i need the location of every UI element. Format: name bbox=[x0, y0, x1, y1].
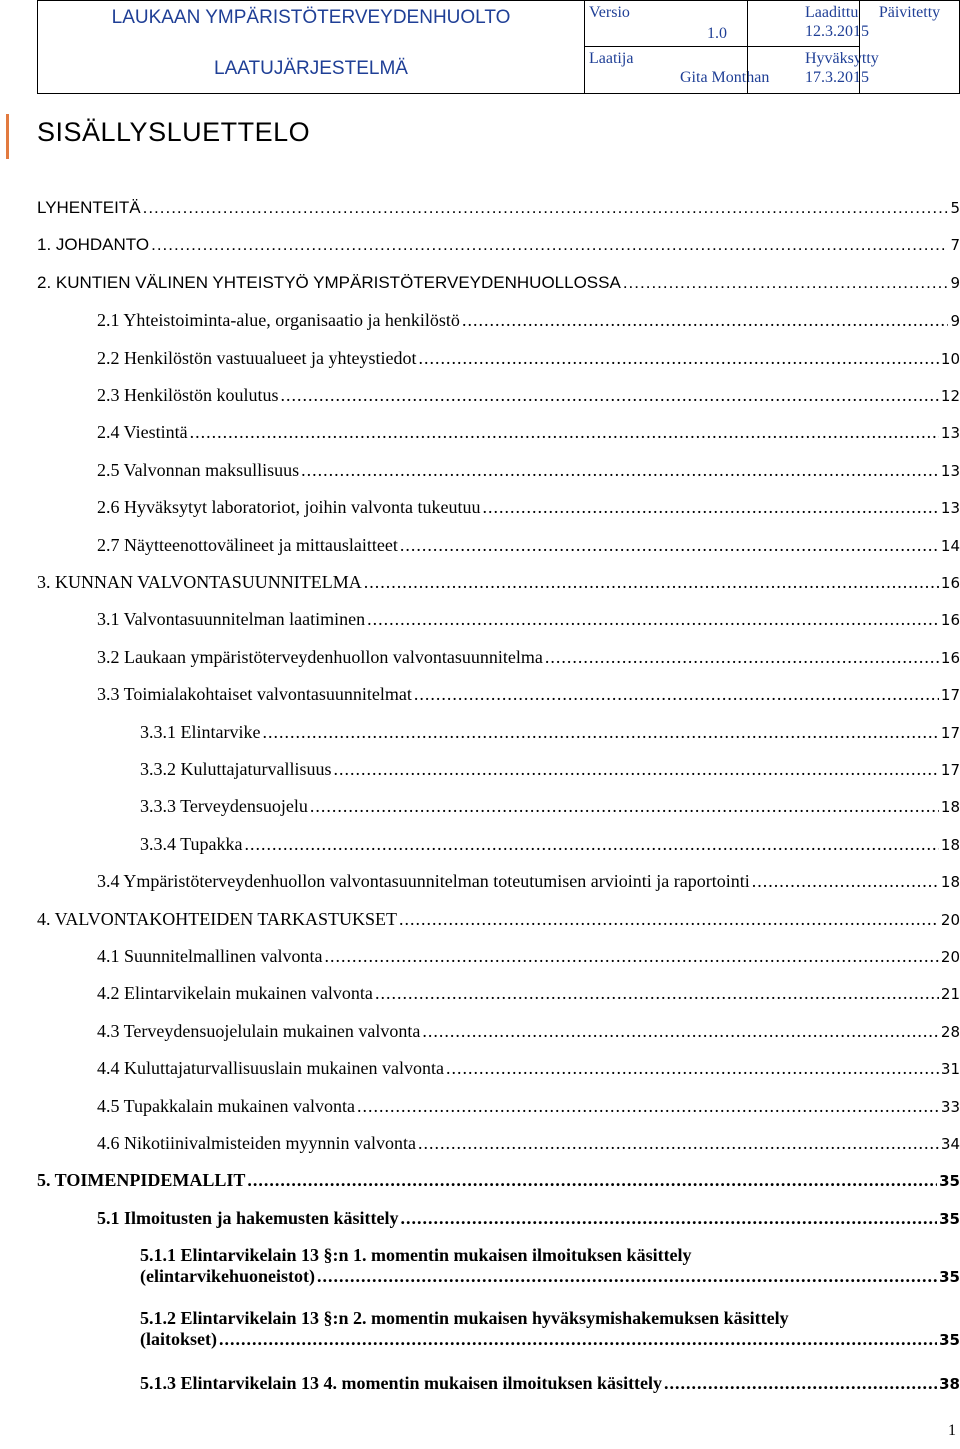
toc-entry-text: 3.4 Ympäristöterveydenhuollon valvontasuunnitelman toteutumisen arviointi ja raportointi bbox=[97, 871, 750, 891]
toc-leader-dots bbox=[310, 796, 939, 817]
toc-entry[interactable] bbox=[37, 1245, 960, 1301]
toc-entry[interactable] bbox=[37, 796, 960, 826]
toc-leader-dots bbox=[482, 497, 938, 518]
toc-entry-text: 2. KUNTIEN VÄLINEN YHTEISTYÖ YMPÄRISTÖTERVEYDENHUOLLOSSA bbox=[37, 273, 621, 292]
version-label: Versio bbox=[589, 4, 630, 21]
toc-leader-dots bbox=[462, 310, 949, 331]
toc-entry[interactable] bbox=[37, 1373, 960, 1403]
toc-entry-text: 1. JOHDANTO bbox=[37, 235, 150, 254]
toc-entry[interactable] bbox=[37, 983, 960, 1013]
author-label: Laatija bbox=[589, 50, 634, 67]
toc-leader-dots bbox=[333, 759, 938, 780]
approved-value: 17.3.2015 bbox=[805, 69, 869, 86]
toc-entry-text: 3.3.2 Kuluttajaturvallisuus bbox=[140, 759, 332, 779]
toc-entry-page: 34 bbox=[940, 1135, 960, 1153]
toc-leader-dots bbox=[262, 722, 938, 743]
toc-entry[interactable] bbox=[37, 1133, 960, 1163]
toc-entry-page: 18 bbox=[940, 873, 960, 891]
toc-entry-text: 5.1.3 Elintarvikelain 13 4. momentin mukaisen ilmoituksen käsittely bbox=[140, 1373, 663, 1393]
toc-leader-dots bbox=[143, 198, 949, 218]
toc-entry-page: 16 bbox=[940, 649, 960, 667]
toc-leader-dots bbox=[324, 946, 938, 967]
toc-leader-dots bbox=[399, 909, 939, 930]
toc-entry-page: 18 bbox=[940, 836, 960, 854]
toc-leader-dots bbox=[247, 1170, 937, 1191]
toc-entry[interactable] bbox=[37, 235, 960, 265]
version-value: 1.0 bbox=[707, 25, 727, 42]
header-updated-cell bbox=[859, 0, 960, 94]
toc-entry-text: 3.1 Valvontasuunnitelman laatiminen bbox=[97, 609, 366, 629]
toc-entry-text: 4.5 Tupakkalain mukainen valvonta bbox=[97, 1096, 355, 1116]
toc-entry-page: 13 bbox=[940, 462, 960, 480]
toc-entry-page: 21 bbox=[940, 985, 960, 1003]
toc-entry-page: 33 bbox=[940, 1098, 960, 1116]
toc-entry-text: 3.2 Laukaan ympäristöterveydenhuollon valvontasuunnitelma bbox=[97, 647, 543, 667]
toc-leader-dots bbox=[752, 871, 939, 892]
organization-name: LAUKAAN YMPÄRISTÖTERVEYDENHUOLTO bbox=[111, 7, 511, 28]
toc-entry-text: 2.5 Valvonnan maksullisuus bbox=[97, 460, 300, 480]
toc-leader-dots bbox=[401, 1208, 938, 1229]
toc-entry-text: 4.6 Nikotiinivalmisteiden myynnin valvonta bbox=[97, 1133, 416, 1153]
toc-entry[interactable] bbox=[37, 1208, 960, 1238]
toc-entry[interactable] bbox=[37, 759, 960, 789]
toc-entry-text: 3.3 Toimialakohtaiset valvontasuunnitelmat bbox=[97, 684, 412, 704]
toc-entry[interactable] bbox=[37, 609, 960, 639]
header-author-cell bbox=[584, 46, 770, 94]
toc-leader-dots bbox=[446, 1058, 939, 1079]
toc-entry[interactable] bbox=[37, 647, 960, 677]
toc-entry-text: 2.7 Näytteenottovälineet ja mittauslaitteet bbox=[97, 535, 398, 555]
toc-entry[interactable] bbox=[37, 946, 960, 976]
toc-entry-text: 5.1.1 Elintarvikelain 13 §:n 1. momentin mukaisen ilmoituksen käsittely bbox=[140, 1245, 692, 1265]
title-accent-bar bbox=[6, 114, 9, 159]
toc-entry-text: 2.6 Hyväksytyt laboratoriot, joihin valvonta tukeutuu bbox=[97, 497, 481, 517]
toc-entry-text: 2.2 Henkilöstön vastuualueet ja yhteystiedot bbox=[97, 348, 417, 368]
toc-entry-text: 2.1 Yhteistoiminta-alue, organisaatio ja henkilöstö bbox=[97, 310, 460, 330]
toc-entry-text: 4.2 Elintarvikelain mukainen valvonta bbox=[97, 983, 373, 1003]
toc-entry-page: 20 bbox=[940, 948, 960, 966]
updated-label: Päivitetty bbox=[878, 4, 941, 21]
toc-leader-dots bbox=[317, 1266, 937, 1287]
toc-leader-dots bbox=[357, 1096, 939, 1117]
toc-entry[interactable] bbox=[37, 1096, 960, 1126]
toc-leader-dots bbox=[367, 609, 939, 630]
toc-entry-page: 20 bbox=[940, 911, 960, 929]
toc-entry[interactable] bbox=[37, 1058, 960, 1088]
toc-leader-dots bbox=[623, 273, 949, 293]
toc-entry-text: 2.3 Henkilöstön koulutus bbox=[97, 385, 279, 405]
toc-entry-page: 18 bbox=[940, 798, 960, 816]
toc-entry-text: 3.3.3 Terveydensuojelu bbox=[140, 796, 308, 816]
toc-entry[interactable] bbox=[37, 1021, 960, 1051]
toc-leader-dots bbox=[422, 1021, 939, 1042]
toc-entry-page: 13 bbox=[940, 499, 960, 517]
toc-entry-text: 4.3 Terveydensuojelulain mukainen valvonta bbox=[97, 1021, 421, 1041]
toc-entry-text: 5. TOIMENPIDEMALLIT bbox=[37, 1170, 246, 1190]
toc-entry[interactable] bbox=[37, 1170, 960, 1200]
toc-entry-page: 10 bbox=[940, 350, 960, 368]
toc-entry[interactable] bbox=[37, 273, 960, 303]
toc-leader-dots bbox=[400, 535, 939, 556]
toc-leader-dots bbox=[245, 834, 939, 855]
toc-leader-dots bbox=[545, 647, 939, 668]
toc-leader-dots bbox=[375, 983, 939, 1004]
toc-entry-page: 28 bbox=[940, 1023, 960, 1041]
toc-entry-text: 3.3.4 Tupakka bbox=[140, 834, 243, 854]
toc-entry[interactable] bbox=[37, 722, 960, 752]
toc-entry-page: 7 bbox=[950, 236, 960, 254]
toc-entry-page: 35 bbox=[939, 1268, 960, 1286]
toc-entry-text: 5.1.2 Elintarvikelain 13 §:n 2. momentin mukaisen hyväksymishakemuksen käsittely bbox=[140, 1308, 789, 1328]
toc-entry-text: 4. VALVONTAKOHTEIDEN TARKASTUKSET bbox=[37, 909, 397, 929]
toc-entry-text: 3.3.1 Elintarvike bbox=[140, 722, 261, 742]
toc-leader-dots bbox=[151, 235, 948, 255]
toc-entry[interactable] bbox=[37, 834, 960, 864]
toc-entry-page: 35 bbox=[939, 1331, 960, 1349]
created-label: Laadittu bbox=[805, 4, 859, 21]
toc-entry[interactable] bbox=[37, 422, 960, 452]
toc-entry[interactable] bbox=[37, 198, 960, 228]
toc-entry[interactable] bbox=[37, 348, 960, 378]
toc-entry-page: 17 bbox=[940, 686, 960, 704]
toc-leader-dots bbox=[418, 348, 938, 369]
toc-entry-page: 9 bbox=[950, 312, 960, 330]
toc-entry-page: 38 bbox=[939, 1375, 960, 1393]
toc-entry-text-continued: (elintarvikehuoneistot) bbox=[140, 1266, 315, 1286]
toc-entry-text: LYHENTEITÄ bbox=[37, 198, 141, 217]
author-value: Gita Monthan bbox=[680, 69, 770, 86]
toc-entry[interactable] bbox=[37, 1308, 960, 1364]
document-header bbox=[37, 0, 960, 94]
toc-entry-page: 35 bbox=[939, 1172, 960, 1190]
header-approved-cell bbox=[747, 46, 879, 94]
page-number: 1 bbox=[948, 1422, 956, 1439]
toc-entry[interactable] bbox=[37, 385, 960, 415]
header-created-cell bbox=[747, 0, 869, 47]
header-version-cell bbox=[584, 0, 748, 47]
toc-entry-page: 35 bbox=[939, 1210, 960, 1228]
toc-leader-dots bbox=[301, 460, 939, 481]
toc-entry-text: 4.4 Kuluttajaturvallisuuslain mukainen valvonta bbox=[97, 1058, 444, 1078]
toc-entry[interactable] bbox=[37, 572, 960, 602]
toc-leader-dots bbox=[664, 1373, 937, 1394]
toc-entry-page: 16 bbox=[940, 611, 960, 629]
toc-entry-page: 12 bbox=[940, 387, 960, 405]
toc-entry-text: 5.1 Ilmoitusten ja hakemusten käsittely bbox=[97, 1208, 399, 1228]
toc-entry-text: 4.1 Suunnitelmallinen valvonta bbox=[97, 946, 323, 966]
toc-entry-page: 9 bbox=[950, 274, 960, 292]
toc-entry-page: 16 bbox=[940, 574, 960, 592]
toc-leader-dots bbox=[190, 422, 939, 443]
toc-leader-dots bbox=[418, 1133, 939, 1154]
toc-leader-dots bbox=[281, 385, 939, 406]
toc-entry-page: 31 bbox=[940, 1060, 960, 1078]
page-title: SISÄLLYSLUETTELO bbox=[37, 117, 311, 147]
toc-entry-text: 3. KUNNAN VALVONTASUUNNITELMA bbox=[37, 572, 362, 592]
toc-leader-dots bbox=[414, 684, 939, 705]
toc-entry-page: 5 bbox=[950, 199, 960, 217]
toc-entry[interactable] bbox=[37, 871, 960, 901]
created-value: 12.3.2015 bbox=[805, 23, 869, 40]
approved-label: Hyväksytty bbox=[805, 50, 879, 67]
header-organization-cell bbox=[37, 0, 585, 94]
toc-entry[interactable] bbox=[37, 684, 960, 714]
toc-entry-text: 2.4 Viestintä bbox=[97, 422, 188, 442]
toc-entry-text-continued: (laitokset) bbox=[140, 1329, 217, 1349]
toc-entry[interactable] bbox=[37, 310, 960, 340]
toc-entry[interactable] bbox=[37, 497, 960, 527]
toc-entry[interactable] bbox=[37, 909, 960, 939]
toc-leader-dots bbox=[219, 1329, 937, 1350]
toc-entry-page: 17 bbox=[940, 761, 960, 779]
system-name: LAATUJÄRJESTELMÄ bbox=[214, 58, 408, 79]
toc-entry[interactable] bbox=[37, 460, 960, 490]
toc-entry-page: 14 bbox=[940, 537, 960, 555]
toc-entry-page: 17 bbox=[940, 724, 960, 742]
toc-entry[interactable] bbox=[37, 535, 960, 565]
toc-entry-page: 13 bbox=[940, 424, 960, 442]
toc-leader-dots bbox=[364, 572, 939, 593]
